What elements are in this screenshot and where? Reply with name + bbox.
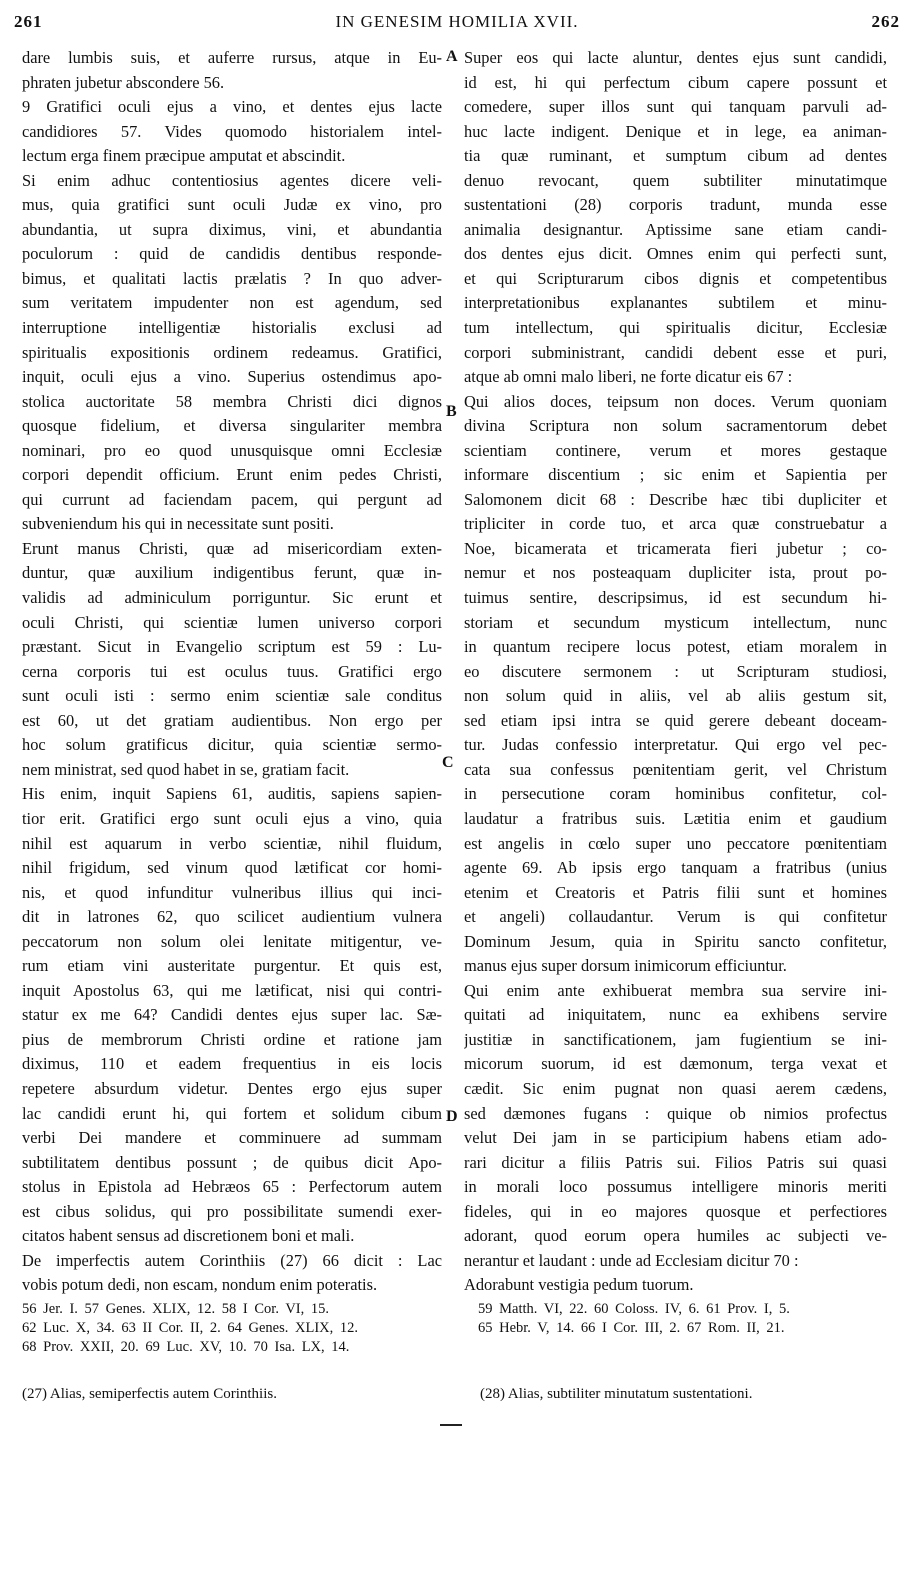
text-line: mus, quia gratifici sunt oculi Judæ ex vino, pro (22, 195, 442, 215)
footnote-line: 62 Luc. X, 34. 63 II Cor. II, 2. 64 Genes. XLIX, 12. (22, 1320, 359, 1336)
text-line: subtilitatem dentibus possunt ; de quibus dicit Apo- (22, 1152, 442, 1172)
text-line: nihil est aquarum in verbo scientiæ, nihil fluidum, (22, 833, 442, 853)
text-line: animalia designantur. Aptissime sane etiam candi- (464, 219, 887, 239)
text-line: in quantum recipere locus potest, etiam moralem in (464, 637, 887, 657)
left-text-column (22, 46, 442, 1298)
text-line: interpretationibus explanantes subtilem et minu- (464, 293, 887, 313)
text-line: cerna corporis tui est oculus tuus. Gratifici ergo (22, 661, 442, 681)
margin-marker-b: B (446, 403, 457, 420)
text-line: rum etiam vini austeritate purgentur. Et quis est, (22, 956, 442, 976)
text-line: tripliciter in corde tuo, et arca quæ construebatur a (464, 514, 887, 534)
text-line: lac candidi erunt hi, qui fortem et solidum cibum (22, 1103, 442, 1123)
margin-marker-c: C (442, 754, 454, 771)
text-line: Noe, bicamerata et tricamerata fieri jubetur ; co- (464, 538, 887, 558)
text-line: quosque fidelium, et diversa singulariter membra (22, 416, 442, 436)
text-line: vobis potum dedi, non escam, nondum enim poteratis. (22, 1275, 378, 1295)
text-line: informare discentium ; sic enim et Sapientia per (464, 465, 887, 485)
text-line: divina Scriptura non solum sacramentorum debet (464, 416, 887, 436)
text-line: Erunt manus Christi, quæ ad misericordiam exten- (22, 538, 442, 558)
footnote-line: 59 Matth. VI, 22. 60 Coloss. IV, 6. 61 Prov. I, 5. (478, 1301, 790, 1317)
text-line: fideles, qui in eo majores quosque et perfectiores (464, 1201, 887, 1221)
text-line: eo discutere sermonem : ut Scripturam studiosi, (464, 661, 887, 681)
text-line: hoc solum gratificus dicitur, quia scientiæ sermo- (22, 735, 442, 755)
text-line: Super eos qui lacte aluntur, dentes ejus sunt candidi, (464, 48, 887, 67)
text-line: storiam et secundum mysticum intellectum, nunc (464, 612, 887, 632)
text-line: est 60, ut det gratiam audientibus. Non ergo per (22, 710, 442, 730)
text-line: nominari, pro eo quod unusquisque omni Ecclesiæ (22, 440, 442, 460)
text-line: Adorabunt vestigia pedum tuorum. (464, 1275, 694, 1295)
text-line: qui currunt ad faciendam pacem, qui pergunt ad (22, 489, 442, 509)
text-line: corpori dependit officium. Erunt enim pedes Christi, (22, 465, 442, 485)
text-line: velut Dei jam in se participium habens etiam ado- (464, 1128, 887, 1148)
text-line: Salomonem dicit 68 : Describe hæc tibi dupliciter et (464, 489, 887, 509)
text-line: dare lumbis suis, et auferre rursus, atque in Eu- (22, 48, 442, 67)
text-line: agente 69. Ab ipsis ergo tanquam a fratribus (unius (464, 858, 887, 878)
text-line: lectum erga finem præcipue amputat et abscindit. (22, 146, 346, 166)
text-line: peccatorum non solum olei lenitate mitigentur, ve- (22, 931, 442, 951)
text-line: dit in latrones 62, quo scilicet audientium vulnera (22, 907, 442, 927)
right-text-column (464, 46, 887, 1298)
text-line: præstant. Sicut in Evangelio scriptum est 59 : Lu- (22, 637, 442, 657)
text-line: interruptione intelligentiæ historialis exclusi ad (22, 318, 442, 338)
editor-note-27: (27) Alias, semiperfectis autem Corinthiis. (22, 1386, 277, 1402)
footnotes-right (478, 1300, 888, 1338)
text-line: quitati ad iniquitatem, nunc ea exhibens servire (464, 1005, 887, 1025)
text-line: et qui Scripturarum cibos dignis et competentibus (464, 268, 887, 288)
text-line: est cibus solidus, qui pro possibilitate sumendi exer- (22, 1201, 442, 1221)
text-line: Si enim adhuc contentiosius agentes dicere veli- (22, 170, 442, 190)
text-line: rari dicitur a filiis Patris sui. Filios Patris sui quasi (464, 1152, 887, 1172)
text-line: phraten jubetur abscondere 56. (22, 72, 225, 92)
running-header (14, 6, 900, 36)
text-line: et angeli) collaudantur. Verum is qui confitetur (464, 907, 887, 927)
footnote-line: 68 Prov. XXII, 20. 69 Luc. XV, 10. 70 Isa. LX, 14. (22, 1339, 350, 1355)
text-line: Qui enim ante exhibuerat membra sua servire ini- (464, 980, 887, 1000)
text-line: spiritualis expositionis ordinem redeamus. Gratifici, (22, 342, 442, 362)
text-line: nihil frigidum, sed vinum quod lætificat cor homi- (22, 858, 442, 878)
text-line: diximus, 110 et eadem frequentius in eis locis (22, 1054, 442, 1074)
text-line: sed etiam ipsi intra se quid gerere debeant doceam- (464, 710, 887, 730)
text-line: id est, hi qui perfectum cibum capere possunt et (464, 72, 887, 92)
text-line: tuimus sentire, descripsimus, id est secundum hi- (464, 588, 887, 608)
text-line: inquit, oculi ejus a vino. Superius ostendimus apo- (22, 367, 442, 387)
text-line: validis ad adminiculum porriguntur. Sic erunt et (22, 588, 442, 608)
text-line: nis, et quod infunditur vulneribus illius qui inci- (22, 882, 442, 902)
text-line: nerantur et laudant : unde ad Ecclesiam dicitur 70 : (464, 1250, 799, 1270)
text-line: in persecutione coram hominibus confitetur, col- (464, 784, 887, 804)
text-line: Dominum Jesum, quia in Spiritu sancto confitetur, (464, 931, 887, 951)
text-line: candidiores 57. Vides quomodo historialem intel- (22, 121, 442, 141)
text-line: nemur et nos posteaquam dupliciter ista, prout po- (464, 563, 887, 583)
text-line: stolus in Epistola ad Hebræos 65 : Perfectorum autem (22, 1177, 442, 1197)
text-line: comedere, super illos sunt qui tanquam parvuli ad- (464, 97, 887, 117)
text-line: stolica auctoritate 58 membra Christi dici dignos (22, 391, 442, 411)
text-line: tum intellectum, qui spiritualis dicitur, Ecclesiæ (464, 318, 887, 338)
page-number-left: 261 (14, 12, 43, 31)
footnotes-left (22, 1300, 442, 1357)
text-line: Qui alios doces, teipsum non doces. Verum quoniam (464, 391, 887, 411)
text-line: poculorum : quid de candidis dentibus responde- (22, 244, 442, 264)
text-line: abundantia, ut supra diximus, vini, et abundantia (22, 219, 442, 239)
text-line: cædit. Sic enim pugnat non quasi aerem cædens, (464, 1078, 887, 1098)
text-line: tur. Judas confessio interpretatur. Qui ergo vel pec- (464, 735, 887, 755)
text-line: atque ab omni malo liberi, ne forte dicatur eis 67 : (464, 367, 793, 387)
margin-marker-a: A (446, 48, 458, 65)
text-line: duntur, quæ auxilium indigentibus ferunt, quæ in- (22, 563, 442, 583)
text-line: subveniendum his qui in necessitate sunt positi. (22, 514, 334, 534)
text-line: sed dæmones fugans : quique ob nimios profectus (464, 1103, 887, 1123)
text-line: scientiam continere, verum et mores gestaque (464, 440, 887, 460)
text-line: huc lacte indigent. Denique et in lege, ea animan- (464, 121, 887, 141)
text-line: sum veritatem impudenter non est agendum, sed (22, 293, 442, 313)
footnote-line: 65 Hebr. V, 14. 66 I Cor. III, 2. 67 Rom. II, 21. (478, 1320, 785, 1336)
text-line: bimus, et qualitati lactis prælatis ? In quo adver- (22, 268, 442, 288)
text-line: His enim, inquit Sapiens 61, auditis, sapiens sapien- (22, 784, 442, 804)
text-line: manus ejus super dorsum inimicorum efficiuntur. (464, 956, 787, 976)
text-line: repetere absurdum videtur. Dentes ergo ejus super (22, 1078, 442, 1098)
text-line: inquit Apostolus 63, qui me lætificat, nisi qui contri- (22, 980, 442, 1000)
editor-note-28: (28) Alias, subtiliter minutatum sustentationi. (480, 1386, 753, 1402)
text-line: 9 Gratifici oculi ejus a vino, et dentes ejus lacte (22, 97, 442, 117)
text-line: tia quæ ruminant, et sumptum cibum ad dentes (464, 146, 887, 166)
text-line: De imperfectis autem Corinthiis (27) 66 dicit : Lac (22, 1250, 442, 1270)
text-line: etenim et Creatoris et Patris filii sunt et homines (464, 882, 887, 902)
text-line: dos dentes ejus dicit. Omnes enim qui perfecti sunt, (464, 244, 887, 264)
text-line: est angelis in cœlo super uno peccatore pœnitentiam (464, 833, 887, 853)
margin-marker-d: D (446, 1108, 458, 1125)
text-line: adorant, quod eorum opera humiles ac subjecti ve- (464, 1226, 887, 1246)
running-title: IN GENESIM HOMILIA XVII. (335, 12, 579, 31)
page-end-rule (440, 1424, 462, 1426)
text-line: oculi Christi, qui scientiæ lumen universo corpori (22, 612, 442, 632)
text-line: sustentationi (28) corporis tradunt, munda esse (464, 195, 887, 215)
text-line: in morali loco possumus intelligere minoris meriti (464, 1177, 887, 1197)
text-line: justitiæ in sanctificationem, jam fugientium se ini- (464, 1029, 887, 1049)
text-line: pius de membrorum Christi ordine et ratione jam (22, 1029, 442, 1049)
text-line: citatos habent sensus ad discretionem boni et mali. (22, 1226, 355, 1246)
text-line: statur ex me 64? Candidi dentes ejus super lac. Sæ- (22, 1005, 442, 1025)
footnote-line: 56 Jer. I. 57 Genes. XLIX, 12. 58 I Cor. VI, 15. (22, 1301, 329, 1317)
text-line: corpori subministrant, candidi debent esse et puri, (464, 342, 887, 362)
text-line: verbi Dei mandere et comminuere ad summam (22, 1128, 442, 1148)
text-line: denuo revocant, quem subtiliter minutatimque (464, 170, 887, 190)
text-line: cata sua confessus pœnitentiam gerit, vel Christum (464, 759, 887, 779)
text-line: non solum quid in aliis, vel ab aliis gestum sit, (464, 686, 887, 706)
text-line: micorum suorum, id est dæmonum, terga vexat et (464, 1054, 887, 1074)
page-number-right: 262 (871, 12, 900, 31)
text-line: tior erit. Gratifici ergo sunt oculi ejus a vino, quia (22, 808, 442, 828)
text-line: laudatur a fratribus suis. Lætitia enim et gaudium (464, 808, 887, 828)
text-line: sunt oculi isti : sermo enim scientiæ sale conditus (22, 686, 442, 706)
text-line: nem ministrat, sed quod habet in se, gratiam facit. (22, 759, 350, 779)
